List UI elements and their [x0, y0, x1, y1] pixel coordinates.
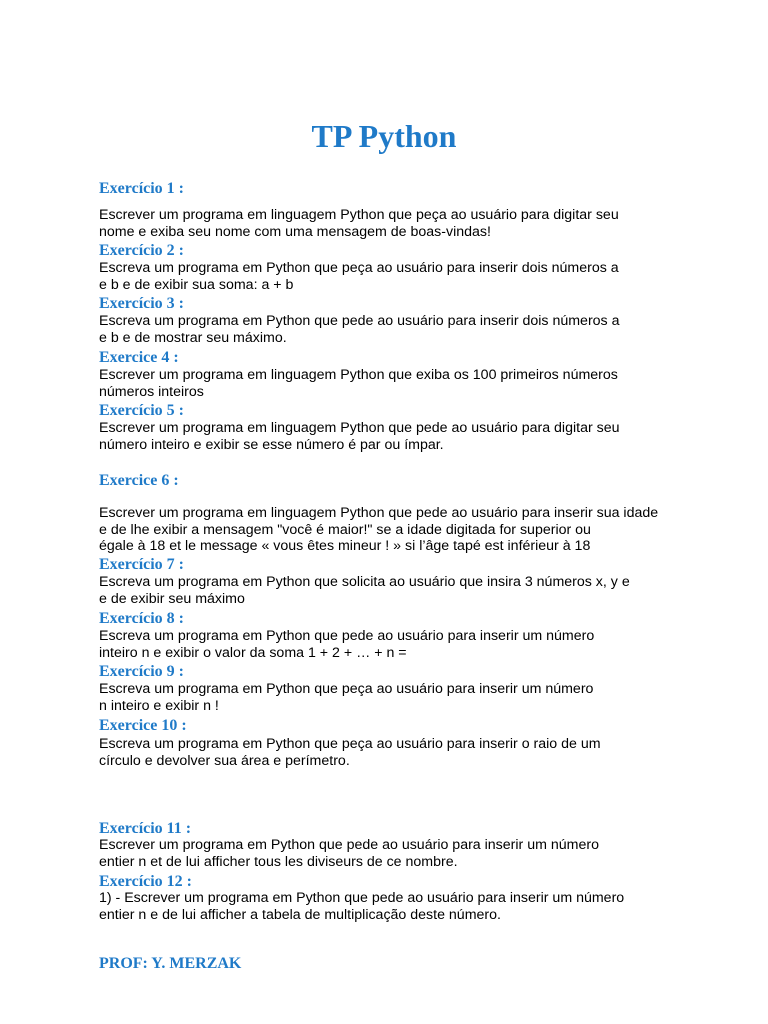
exercise-10-heading: Exercice 10 : [99, 717, 187, 734]
exercise-1-heading: Exercício 1 : [99, 180, 185, 197]
exercise-10-text [99, 736, 601, 769]
exercise-7-heading: Exercício 7 : [99, 556, 185, 573]
exercise-6-line-2: e de lhe exibir a mensagem "você é maior!" se a idade digitada for superior ou [99, 521, 591, 538]
page-title: TP Python [311, 118, 457, 154]
exercise-1-text [99, 207, 619, 240]
exercise-6-text [99, 505, 658, 555]
exercise-8-text [99, 628, 594, 661]
exercise-5-text [99, 420, 620, 453]
exercise-5-heading: Exercício 5 : [99, 402, 185, 419]
exercise-11-heading: Exercício 11 : [99, 820, 192, 837]
exercise-3-line-2: e b e de mostrar seu máximo. [99, 329, 287, 346]
exercise-7-line-2: e de exibir seu máximo [99, 590, 245, 607]
exercise-8-line-1: Escreva um programa em Python que pede ao usuário para inserir um número [99, 628, 595, 644]
exercise-8-heading: Exercício 8 : [99, 610, 185, 627]
exercise-12-text [99, 890, 624, 923]
exercise-9-heading: Exercício 9 : [99, 663, 185, 680]
exercise-12-line-2: entier n e de lui afficher a tabela de multiplicação deste número. [99, 906, 501, 923]
author-footer: PROF: Y. MERZAK [99, 955, 242, 972]
exercise-1-line-1: Escrever um programa em linguagem Python que peça ao usuário para digitar seu [99, 207, 619, 223]
exercise-2-line-2: e b e de exibir sua soma: a + b [99, 276, 294, 293]
exercise-7-text [99, 574, 630, 607]
exercise-9-line-1: Escreva um programa em Python que peça ao usuário para inserir um número [99, 681, 594, 697]
exercise-12-heading: Exercício 12 : [99, 873, 193, 890]
exercise-8-line-2: inteiro n e exibir o valor da soma 1 + 2 + … + n = [99, 644, 407, 661]
exercise-2-text [99, 260, 619, 293]
exercise-4-heading: Exercice 4 : [99, 349, 179, 366]
exercise-10-line-1: Escreva um programa em Python que peça ao usuário para inserir o raio de um [99, 736, 601, 752]
exercise-3-line-1: Escreva um programa em Python que pede ao usuário para inserir dois números a [99, 313, 620, 329]
exercise-4-text [99, 367, 618, 400]
exercise-9-text [99, 681, 593, 714]
exercise-7-line-1: Escreva um programa em Python que solicita ao usuário que insira 3 números x, y e [99, 574, 630, 590]
exercise-4-line-1: Escrever um programa em linguagem Python que exiba os 100 primeiros números [99, 367, 618, 383]
exercise-1-line-2: nome e exiba seu nome com uma mensagem de boas-vindas! [99, 223, 491, 240]
exercise-10-line-2: círculo e devolver sua área e perímetro. [99, 752, 350, 769]
exercise-11-line-1: Escrever um programa em Python que pede ao usuário para inserir um número [99, 837, 599, 853]
exercise-2-heading: Exercício 2 : [99, 242, 185, 259]
exercise-5-line-1: Escrever um programa em linguagem Python que pede ao usuário para digitar seu [99, 420, 620, 436]
exercise-4-line-2: números inteiros [99, 383, 204, 400]
exercise-2-line-1: Escreva um programa em Python que peça ao usuário para inserir dois números a [99, 260, 619, 276]
exercise-3-text [99, 313, 619, 346]
exercise-6-line-3: égale à 18 et le message « vous êtes mineur ! » si l’âge tapé est inférieur à 18 [99, 538, 591, 554]
exercise-9-line-2: n inteiro e exibir n ! [99, 697, 219, 714]
exercise-3-heading: Exercício 3 : [99, 295, 185, 312]
exercise-12-line-1: 1) - Escrever um programa em Python que pede ao usuário para inserir um número [99, 890, 625, 906]
exercise-11-line-2: entier n et de lui afficher tous les diviseurs de ce nombre. [99, 853, 458, 870]
exercise-6-line-1: Escrever um programa em linguagem Python que pede ao usuário para inserir sua idade [99, 505, 659, 521]
exercise-11-text [99, 837, 599, 870]
exercise-6-heading: Exercice 6 : [99, 472, 179, 489]
exercise-5-line-2: número inteiro e exibir se esse número é par ou ímpar. [99, 436, 444, 453]
